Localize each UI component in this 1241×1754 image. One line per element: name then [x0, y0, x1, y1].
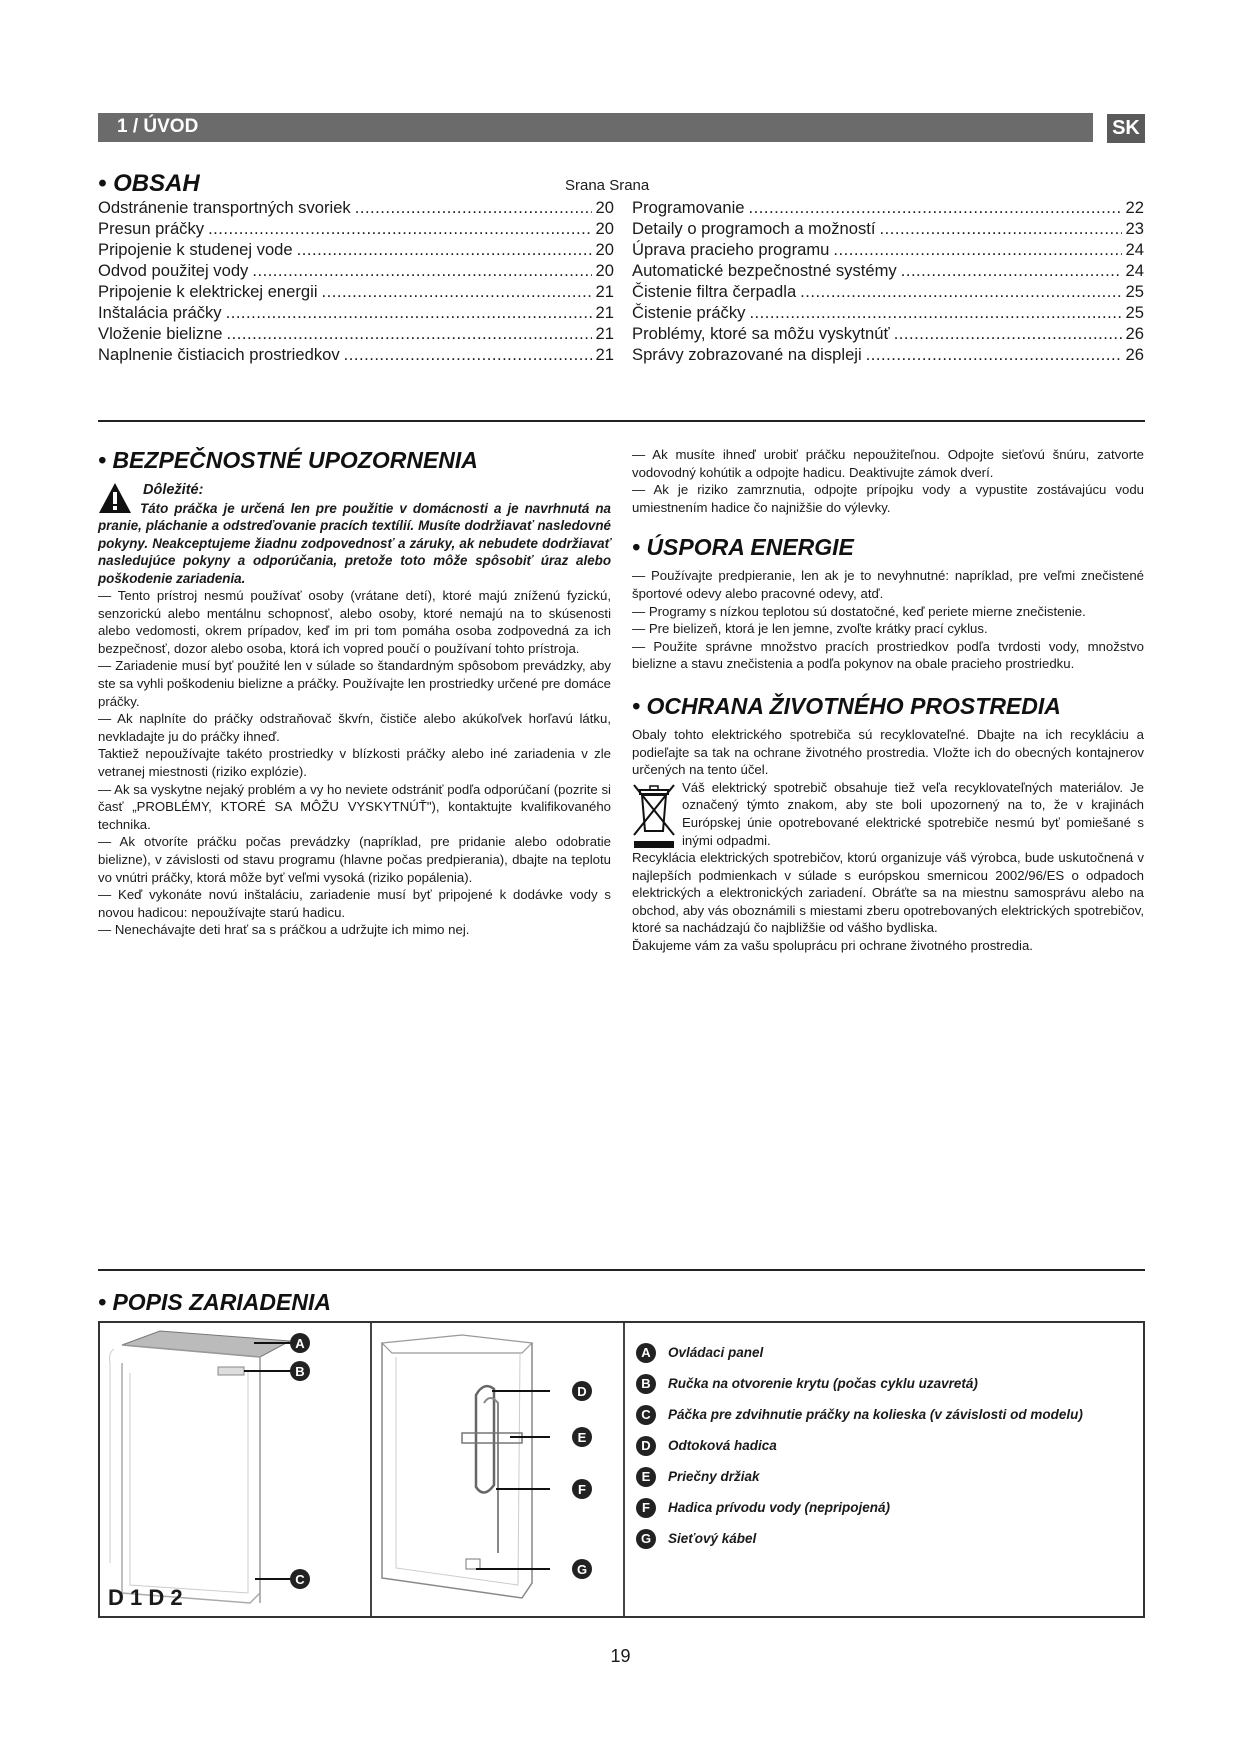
- toc-title: • OBSAH: [98, 170, 200, 197]
- toc-entry-page: 20: [595, 219, 614, 238]
- toc-entry-page: 20: [595, 261, 614, 280]
- toc-entry: [632, 281, 1144, 302]
- legend-marker: F: [636, 1498, 656, 1518]
- warning-icon: [98, 482, 132, 514]
- toc-entry-page: 21: [595, 324, 614, 343]
- toc-entry: [632, 344, 1144, 365]
- legend-text: Ručka na otvorenie krytu (počas cyklu uzavretá): [668, 1376, 978, 1391]
- energy-paragraph: — Programy s nízkou teplotou sú dostatočné, keď periete mierne znečistenie.: [632, 603, 1086, 619]
- toc-entry-label: Naplnenie čistiacich prostriedkov: [98, 345, 340, 364]
- toc-entry-label: Čistenie práčky: [632, 303, 746, 322]
- weee-bin-icon: [632, 781, 676, 849]
- frame-divider: [623, 1323, 625, 1616]
- toc-entry-page: 21: [595, 345, 614, 364]
- safety-paragraph: — Ak je riziko zamrznutia, odpojte prípojku vody a vypustite zostávajúcu vodu umiestnením hadice čo najnižšie do výlevky.: [632, 482, 1144, 515]
- energy-paragraph: — Použite správne množstvo pracích prostriedkov podľa tvrdosti vody, množstvo bielizne a stavu znečistenia a podľa pokynov na obale pracieho prostriedku.: [632, 638, 1144, 672]
- toc-leader-dots: [880, 218, 1122, 239]
- legend-item: [636, 1523, 1083, 1554]
- toc-leader-dots: [227, 323, 592, 344]
- legend-text: Sieťový kábel: [668, 1531, 757, 1546]
- energy-paragraph: — Používajte predpieranie, len ak je to nevyhnutné: napríklad, pre veľmi znečistené športové odevy alebo pracovné odevy, atď.: [632, 568, 1144, 601]
- safety-paragraph: — Nenechávajte deti hrať sa s práčkou a udržujte ich mimo nej.: [98, 922, 470, 938]
- toc-entry-page: 21: [595, 282, 614, 301]
- safety-paragraph: — Zariadenie musí byť použité len v súlade so štandardným spôsobom prevádzky, aby ste sa vyhli poškodeniu bielizne a práčky. Používajte len prostriedky určené pre domáce práčky.: [98, 658, 611, 709]
- toc-entry: [98, 323, 614, 344]
- toc-entry-label: Problémy, ktoré sa môžu vyskytnúť: [632, 324, 890, 343]
- diagram-marker-b: B: [290, 1361, 310, 1381]
- toc-entry: [632, 323, 1144, 344]
- toc-entry-page: 22: [1125, 198, 1144, 217]
- toc-entry-label: Úprava pracieho programu: [632, 240, 830, 259]
- page-number: 19: [610, 1646, 631, 1666]
- toc-leader-dots: [901, 260, 1122, 281]
- diagram-label: D 1 D 2: [108, 1585, 183, 1610]
- toc-leader-dots: [749, 302, 1121, 323]
- diagram-legend: [636, 1337, 1083, 1554]
- toc-entry-page: 20: [595, 240, 614, 259]
- toc-entry: [98, 302, 614, 323]
- toc-entry-page: 26: [1125, 324, 1144, 343]
- legend-text: Hadica prívodu vody (nepripojená): [668, 1500, 891, 1515]
- diagram-marker-a: A: [290, 1333, 310, 1353]
- environment-weee: Váš elektrický spotrebič obsahuje tiež veľa recyklovateľných materiálov. Je označený týmto znakom, aby ste boli upozornený na to, že v krajinách Európskej únie opotrebované elektrické spotrebiče nesmú byť pomiešané s inými odpadmi.: [682, 779, 1144, 848]
- divider: [98, 1269, 1145, 1271]
- legend-item: [636, 1337, 1083, 1368]
- toc-leader-dots: [344, 344, 592, 365]
- safety-paragraph: — Ak sa vyskytne nejaký problém a vy ho neviete odstrániť podľa odporúčaní (pozrite si časť „PROBLÉMY, KTORÉ SA MÔŽU VYSKYTNÚŤ"), kontaktujte kvalifikovaného technika.: [98, 781, 611, 832]
- legend-marker: E: [636, 1467, 656, 1487]
- legend-text: Ovládaci panel: [668, 1345, 764, 1360]
- toc-entry-page: 24: [1125, 261, 1144, 280]
- diagram-marker-c: C: [290, 1569, 310, 1589]
- energy-paragraphs: [632, 567, 1144, 673]
- toc-entry-page: 21: [595, 303, 614, 322]
- energy-paragraph: — Pre bielizeň, ktorá je len jemne, zvoľte krátky prací cyklus.: [632, 621, 988, 637]
- toc-leader-dots: [252, 260, 591, 281]
- safety-paragraph: Taktiež nepoužívajte takéto prostriedky v blízkosti práčky alebo iné zariadenia v zle vetranej miestnosti (riziko explózie).: [98, 746, 611, 779]
- legend-text: Páčka pre zdvihnutie práčky na kolieska (v závislosti od modelu): [668, 1407, 1083, 1422]
- toc-left-column: [98, 197, 614, 365]
- right-column: [632, 446, 1144, 955]
- toc-leader-dots: [749, 197, 1122, 218]
- toc-entry-page: 26: [1125, 345, 1144, 364]
- toc-entry-label: Odvod použitej vody: [98, 261, 249, 280]
- washer-front-drawing: [100, 1323, 370, 1616]
- toc-entry: [632, 218, 1144, 239]
- diagram-marker-d: D: [572, 1381, 592, 1401]
- toc-entry-label: Inštalácia práčky: [98, 303, 222, 322]
- toc-entry: [98, 260, 614, 281]
- toc-entry-page: 23: [1125, 219, 1144, 238]
- diagram-marker-e: E: [572, 1427, 592, 1447]
- language-badge: SK: [1107, 114, 1145, 143]
- diagram-marker-f: F: [572, 1479, 592, 1499]
- energy-title: • ÚSPORA ENERGIE: [632, 534, 854, 561]
- legend-item: [636, 1399, 1083, 1430]
- environment-recycling: Recyklácia elektrických spotrebičov, ktorú organizuje váš výrobca, bude uskutočnená v najlepších podmienkach v súlade s európskou smernicou 2002/96/ES o odpadoch elektrických a elektronických zariadení. Obráťte sa na miestnu samosprávu alebo na obchod, aby vás oboznámili s miestami zberu opotrebovaných elektrických spotrebičov, ktoré sa nachádzajú čo najbližšie od vášho bydliska.: [632, 850, 1144, 936]
- environment-intro: Obaly tohto elektrického spotrebiča sú recyklovateľné. Dbajte na ich recykláciu a podieľajte sa tak na ochrane životného prostredia. Vložte ich do obecných kontajnerov určených na tento účel.: [632, 726, 1144, 778]
- description-title: • POPIS ZARIADENIA: [98, 1289, 331, 1315]
- toc-entry-page: 25: [1125, 303, 1144, 322]
- toc-leader-dots: [894, 323, 1122, 344]
- toc-leader-dots: [866, 344, 1122, 365]
- legend-marker: C: [636, 1405, 656, 1425]
- environment-thanks: Ďakujeme vám za vašu spoluprácu pri ochrane životného prostredia.: [632, 938, 1033, 954]
- legend-marker: B: [636, 1374, 656, 1394]
- toc-entry: [98, 197, 614, 218]
- environment-title: • OCHRANA ŽIVOTNÉHO PROSTREDIA: [632, 692, 1061, 719]
- toc-entry-label: Pripojenie k elektrickej energii: [98, 282, 318, 301]
- legend-item: [636, 1430, 1083, 1461]
- important-label: Dôležité:: [143, 482, 204, 498]
- toc-entry-label: Automatické bezpečnostné systémy: [632, 261, 897, 280]
- safety-paragraph: — Ak naplníte do práčky odstraňovač škvŕn, čističe alebo akúkoľvek horľavú látku, nevkladajte ju do práčky ihneď.: [98, 711, 611, 744]
- legend-marker: G: [636, 1529, 656, 1549]
- legend-marker: D: [636, 1436, 656, 1456]
- safety-paragraph: — Keď vykonáte novú inštaláciu, zariadenie musí byť pripojené k dodávke vody s novou hadicou: nepoužívajte starú hadicu.: [98, 887, 611, 920]
- toc-right-column: [632, 197, 1144, 365]
- legend-item: [636, 1492, 1083, 1523]
- toc-entry-label: Vloženie bielizne: [98, 324, 223, 343]
- safety-right-paragraphs: [632, 446, 1144, 516]
- toc-column-heading: Srana Srana: [565, 177, 650, 194]
- toc-entry: [632, 239, 1144, 260]
- toc-entry-page: 25: [1125, 282, 1144, 301]
- toc-entry-page: 24: [1125, 240, 1144, 259]
- toc-leader-dots: [355, 197, 592, 218]
- toc-entry-page: 20: [595, 198, 614, 217]
- legend-marker: A: [636, 1343, 656, 1363]
- toc-leader-dots: [226, 302, 592, 323]
- toc-entry: [632, 302, 1144, 323]
- toc-entry: [632, 260, 1144, 281]
- toc-leader-dots: [800, 281, 1121, 302]
- safety-paragraph: — Ak musíte ihneď urobiť práčku nepoužiteľnou. Odpojte sieťovú šnúru, zatvorte vodovodný kohútik a odpojte hadicu. Deaktivujte zámok dverí.: [632, 447, 1144, 480]
- toc-entry-label: Programovanie: [632, 198, 745, 217]
- section-header-bar: [98, 113, 1093, 142]
- safety-title: • BEZPEČNOSTNÉ UPOZORNENIA: [98, 447, 478, 473]
- toc-entry: [98, 239, 614, 260]
- legend-item: [636, 1368, 1083, 1399]
- divider: [98, 420, 1145, 422]
- legend-text: Priečny držiak: [668, 1469, 760, 1484]
- toc-entry: [98, 344, 614, 365]
- toc-leader-dots: [322, 281, 592, 302]
- diagram-marker-g: G: [572, 1559, 592, 1579]
- safety-paragraphs: [98, 587, 611, 939]
- toc-leader-dots: [833, 239, 1121, 260]
- toc-entry-label: Detaily o programoch a možností: [632, 219, 876, 238]
- toc-leader-dots: [297, 239, 592, 260]
- toc-entry-label: Čistenie filtra čerpadla: [632, 282, 797, 301]
- toc-entry: [98, 218, 614, 239]
- toc-entry: [632, 197, 1144, 218]
- safety-column: [98, 482, 611, 939]
- toc-leader-dots: [208, 218, 591, 239]
- safety-paragraph: — Tento prístroj nesmú používať osoby (vrátane detí), ktoré majú zníženú fyzickú, senzorickú alebo mentálnu schopnosť, alebo osoby, ktoré nemajú na to skúsenosti alebo vedomosti, okrem prípadov, keď im pri tom pomáha osoba zodpovedná za ich bezpečnosť, dozor alebo osoba, ktorá ich vopred poučí o používaní tohto prístroja.: [98, 588, 611, 656]
- toc-entry: [98, 281, 614, 302]
- description-frame: [98, 1321, 1145, 1618]
- toc-entry-label: Pripojenie k studenej vode: [98, 240, 293, 259]
- legend-text: Odtoková hadica: [668, 1438, 777, 1453]
- toc-entry-label: Odstránenie transportných svoriek: [98, 198, 351, 217]
- important-text: Táto práčka je určená len pre použitie v domácnosti a je navrhnutá na pranie, pláchanie a odstreďovanie pracích textílií. Musíte dodržiavať nasledovné pokyny. Neakceptujeme žiadnu zodpovednosť a záruky, ak nebudete dodržiavať nasledujúce pokyny a odporúčania, pretože toto môže spôsobiť úraz alebo poškodenie zariadenia.: [98, 501, 611, 586]
- toc-entry-label: Presun práčky: [98, 219, 205, 238]
- legend-item: [636, 1461, 1083, 1492]
- safety-paragraph: — Ak otvoríte práčku počas prevádzky (napríklad, pre pridanie alebo odobratie bielizne), v závislosti od stavu programu (hlavne počas predpierania), dbajte na teplotu vo vnútri práčky, ktorá môže byť veľmi vysoká (riziko popálenia).: [98, 834, 611, 885]
- toc-entry-label: Správy zobrazované na displeji: [632, 345, 862, 364]
- section-title: 1 / ÚVOD: [117, 116, 199, 137]
